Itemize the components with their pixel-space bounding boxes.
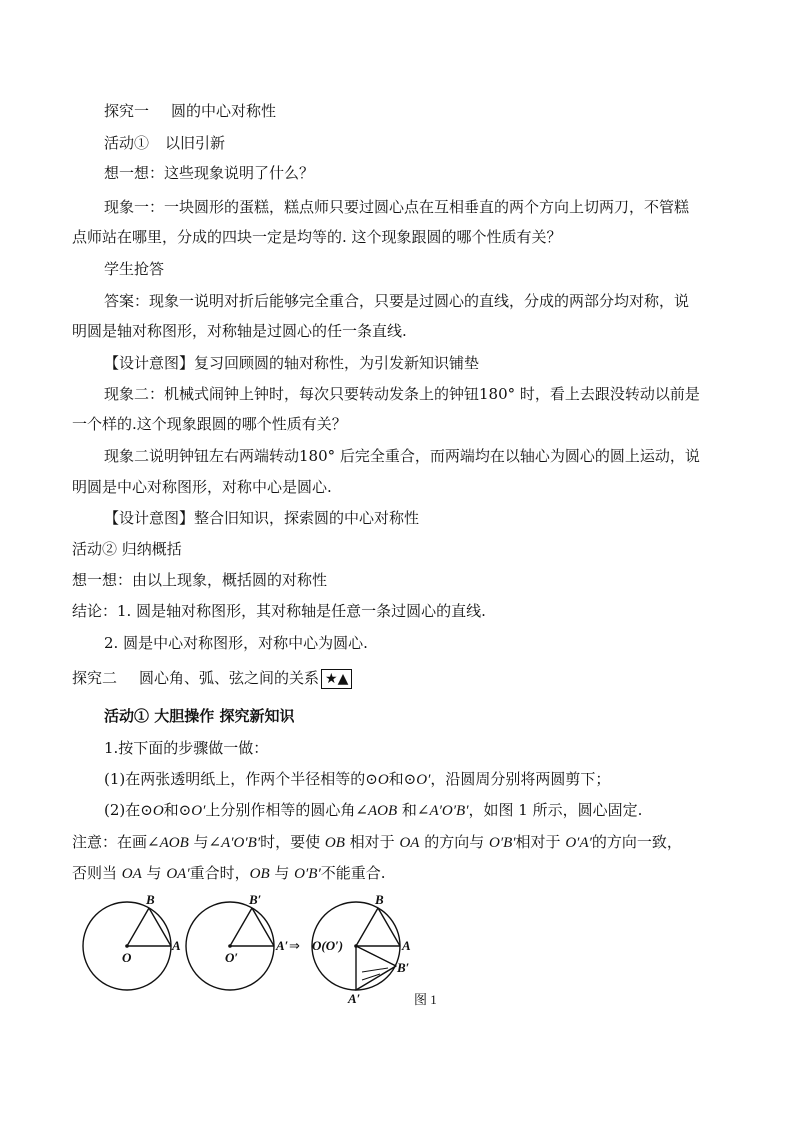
implies-arrow: ⇒ (289, 938, 300, 953)
fig1-label-b: B (146, 892, 155, 907)
step-1 (104, 768, 610, 791)
section-1-heading (104, 100, 276, 122)
note-oa-prime: O′A′ (565, 835, 592, 851)
note-oa-prime-2: OA′ (166, 866, 190, 882)
fig3-label-b-prime: B′ (397, 960, 410, 975)
section-2-heading (72, 667, 352, 689)
fig1-label-a: A (172, 938, 181, 953)
fig2-label-a: A′ (276, 938, 289, 953)
step-2-angle-aob: AOB (367, 803, 398, 819)
step-intro: 1.按下面的步骤做一做： (104, 739, 269, 757)
step-2-text-a: (2)在⊙ (104, 801, 153, 819)
fig3-label-o: O(O′) (312, 938, 344, 953)
note-ob-prime-2: O′B′ (294, 866, 321, 882)
step-2-text-d: 和∠ (397, 801, 430, 819)
note-angle-aob-prime: A′O′B′ (221, 835, 261, 851)
step-2 (104, 799, 642, 822)
step-2-angle-aob-prime: A′O′B′ (429, 803, 469, 819)
activity-2-label: 活动② (72, 540, 118, 558)
phenomenon-2-line-2: 一个样的.这个现象跟圆的哪个性质有关？ (72, 415, 347, 433)
note-text-g: 的方向一致， (591, 833, 682, 851)
note-oa: OA (399, 835, 420, 851)
activity-1-name: 以旧引新 (165, 134, 226, 152)
section-1-title: 探究一 (104, 102, 150, 120)
figure-circle-overlap (312, 892, 411, 1006)
answer-line-2: 明圆是轴对称图形，对称轴是过圆心的任一条直线. (72, 322, 407, 340)
note-text-i: 与 (141, 864, 167, 882)
section-2-name: 圆心角、弧、弦之间的关系 (139, 669, 320, 687)
note-text-k: 与 (269, 864, 295, 882)
phenomenon-2-explanation-line-1: 现象二说明钟钮左右两端转动180° 后完全重合，而两端均在以轴心为圆心的圆上运动，说 (104, 447, 700, 465)
note-text-h: 否则当 (72, 864, 122, 882)
note-text-e: 的方向与 (419, 833, 489, 851)
step-1-text-a: (1)在两张透明纸上，作两个半径相等的⊙ (104, 770, 378, 788)
note-angle-aob: AOB (159, 835, 189, 851)
note-text-j: 重合时， (189, 864, 250, 882)
figure-caption: 图 1 (414, 992, 437, 1007)
fig1-label-o: O (122, 950, 132, 965)
phenomenon-1-line-1: 现象一：一块圆形的蛋糕，糕点师只要过圆心点在互相垂直的两个方向上切两刀，不管糕 (104, 198, 690, 216)
conclusion-2: 2. 圆是中心对称图形，对称中心为圆心. (104, 634, 368, 652)
note-line-1 (72, 831, 682, 854)
note-ob-2: OB (249, 866, 270, 882)
conclusion-1: 结论：1. 圆是轴对称图形，其对称轴是任意一条过圆心的直线. (72, 602, 486, 620)
think-1: 想一想：这些现象说明了什么？ (104, 164, 315, 182)
note-ob: OB (324, 835, 345, 851)
figure-circle-o-prime (186, 892, 289, 990)
activity-1-heading (104, 132, 225, 154)
activity-2-heading (72, 538, 182, 560)
phenomenon-2-explanation-line-2: 明圆是中心对称图形，对称中心是圆心. (72, 478, 332, 496)
fig3-label-a-prime: A′ (348, 991, 361, 1006)
difficulty-badge: ★▲ (321, 669, 352, 689)
note-text-a: 注意：在画∠ (72, 833, 160, 851)
activity-1-label: 活动① (104, 134, 150, 152)
students-answer: 学生抢答 (104, 260, 165, 278)
note-text-b: 与∠ (188, 833, 222, 851)
activity-2-name: 归纳概括 (121, 540, 182, 558)
fig2-label-o: O′ (225, 950, 239, 965)
step-1-circle-o: O (377, 772, 389, 788)
answer-line-1: 答案：现象一说明对折后能够完全重合，只要是过圆心的直线，分成的两部分均对称，说 (104, 292, 690, 310)
think-2: 想一想：由以上现象，概括圆的对称性 (72, 571, 328, 589)
fig3-label-b: B (375, 892, 384, 907)
note-text-l: 不能重合. (320, 864, 386, 882)
figure-circle-o (83, 892, 181, 990)
step-2-text-e: ，如图 1 所示，圆心固定. (468, 801, 643, 819)
design-intent-1: 【设计意图】复习回顾圆的轴对称性，为引发新知识铺垫 (104, 354, 480, 372)
section-2-title: 探究二 (72, 669, 118, 687)
note-ob-prime: O′B′ (488, 835, 516, 851)
note-oa-2: OA (121, 866, 142, 882)
phenomenon-1-line-2: 点师站在哪里，分成的四块一定是均等的. 这个现象跟圆的哪个性质有关？ (72, 228, 562, 246)
note-text-c: 时，要使 (260, 833, 325, 851)
step-2-text-c: 上分别作相等的圆心角∠ (205, 801, 368, 819)
note-text-f: 相对于 (515, 833, 566, 851)
figure-1 (80, 888, 460, 1012)
design-intent-2: 【设计意图】整合旧知识，探索圆的中心对称性 (104, 509, 420, 527)
step-1-text-b: 和⊙ (388, 770, 417, 788)
step-2-text-b: 和⊙ (163, 801, 192, 819)
activity-3-heading: 活动① 大胆操作 探究新知识 (104, 707, 295, 725)
phenomenon-2-line-1: 现象二：机械式闹钟上钟时，每次只要转动发条上的钟钮180° 时，看上去跟没转动以前是 (104, 385, 700, 403)
step-1-circle-o-prime: O′ (416, 772, 431, 788)
note-text-d: 相对于 (344, 833, 400, 851)
section-1-name: 圆的中心对称性 (171, 102, 277, 120)
step-1-text-c: ，沿圆周分别将两圆剪下； (430, 770, 611, 788)
step-2-circle-o: O (152, 803, 164, 819)
step-2-circle-o-prime: O′ (191, 803, 206, 819)
fig2-label-b: B′ (249, 892, 262, 907)
note-line-2 (72, 862, 386, 885)
fig3-label-a: A (402, 938, 411, 953)
